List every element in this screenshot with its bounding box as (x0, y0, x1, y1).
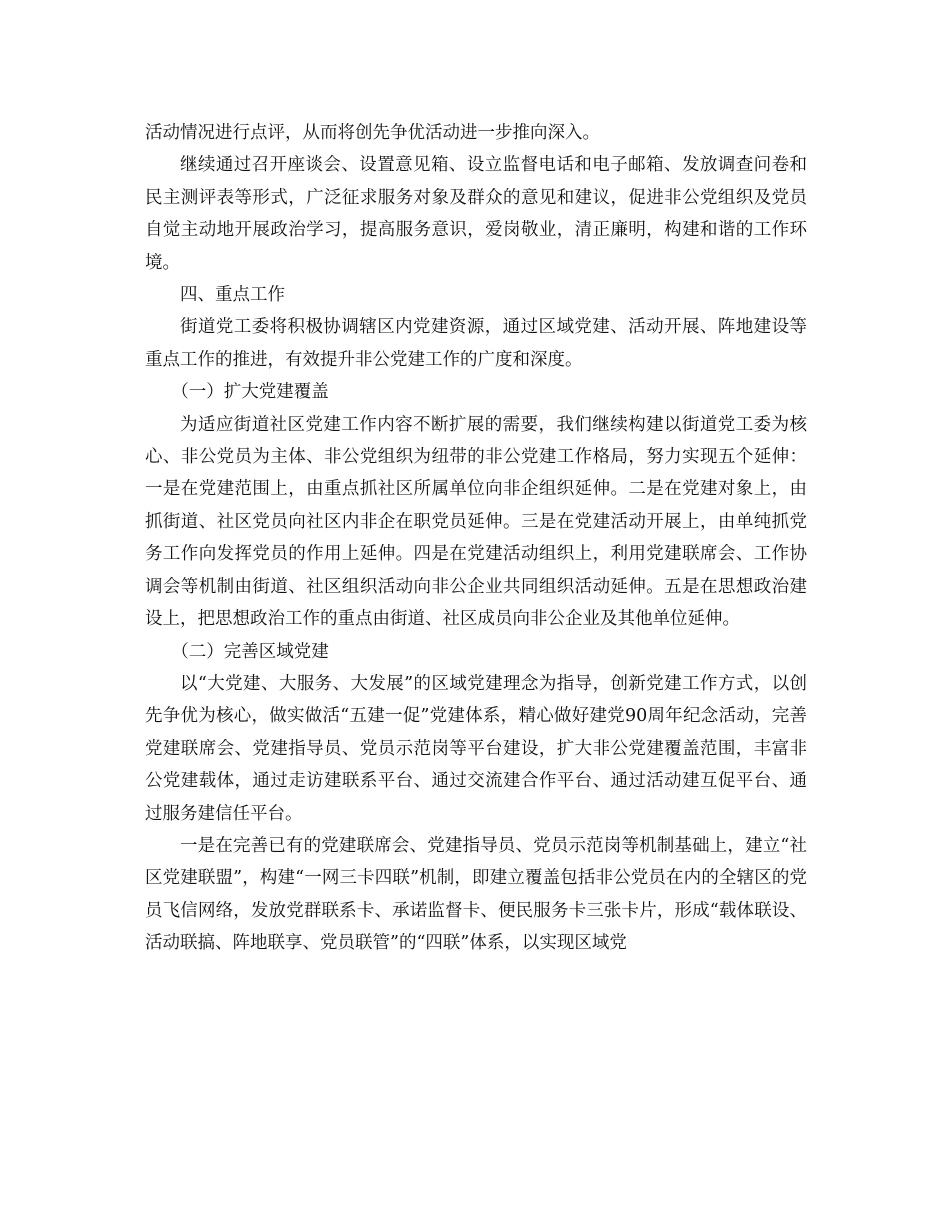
section-heading-key-work: 四、重点工作 (180, 285, 285, 306)
document-body (145, 117, 807, 960)
paragraph-continued: 活动情况进行点评，从而将创先争优活动进一步推向深入。 (145, 123, 600, 143)
paragraph-five-extensions: 为适应街道社区党建工作内容不断扩展的需要，我们继续构建以街道党工委为核心、非公党员为主体、非公党组织为纽带的非公党建工作格局，努力实现五个延伸：一是在党建范围上，由重点抓社区所属单位向非企组织延伸。二是在党建对象上，由抓街道、社区党员向社区内非企在职党员延伸。三是在党建活动开展上，由单纯抓党务工作向发挥党员的作用上延伸。四是在党建活动组织上，利用党建联席会、工作协调会等机制由街道、社区组织活动向非公企业共同组织活动延伸。五是在思想政治建设上，把思想政治工作的重点由街道、社区成员向非公企业及其他单位延伸。 (145, 414, 807, 630)
subsection-heading-regional-party-building: （二）完善区域党建 (171, 641, 329, 662)
paragraph-regional-concept: 以“大党建、大服务、大发展”的区域党建理念为指导，创新党建工作方式，以创先争优为核心，做实做活“五建一促”党建体系，精心做好建党90周年纪念活动，完善党建联席会、党建指导员、党员示范岗等平台建设，扩大非公党建覆盖范围，丰富非公党建载体，通过走访建联系平台、通过交流建合作平台、通过活动建互促平台、通过服务建信任平台。 (145, 673, 807, 824)
paragraph-party-alliance: 一是在完善已有的党建联席会、党建指导员、党员示范岗等机制基础上，建立“社区党建联盟”，构建“一网三卡四联”机制，即建立覆盖包括非公党员在内的全辖区的党员飞信网络，发放党群联系卡、承诺监督卡、便民服务卡三张卡片，形成“载体联设、活动联搞、阵地联享、党员联管”的“四联”体系，以实现区域党 (145, 835, 807, 954)
paragraph-key-work-intro: 街道党工委将积极协调辖区内党建资源，通过区域党建、活动开展、阵地建设等重点工作的推进，有效提升非公党建工作的广度和深度。 (145, 317, 807, 370)
subsection-heading-expand-coverage: （一）扩大党建覆盖 (171, 382, 329, 403)
paragraph-feedback-channels: 继续通过召开座谈会、设置意见箱、设立监督电话和电子邮箱、发放调查问卷和民主测评表等形式，广泛征求服务对象及群众的意见和建议，促进非公党组织及党员自觉主动地开展政治学习，提高服务意识，爱岗敬业，清正廉明，构建和谐的工作环境。 (145, 155, 807, 273)
